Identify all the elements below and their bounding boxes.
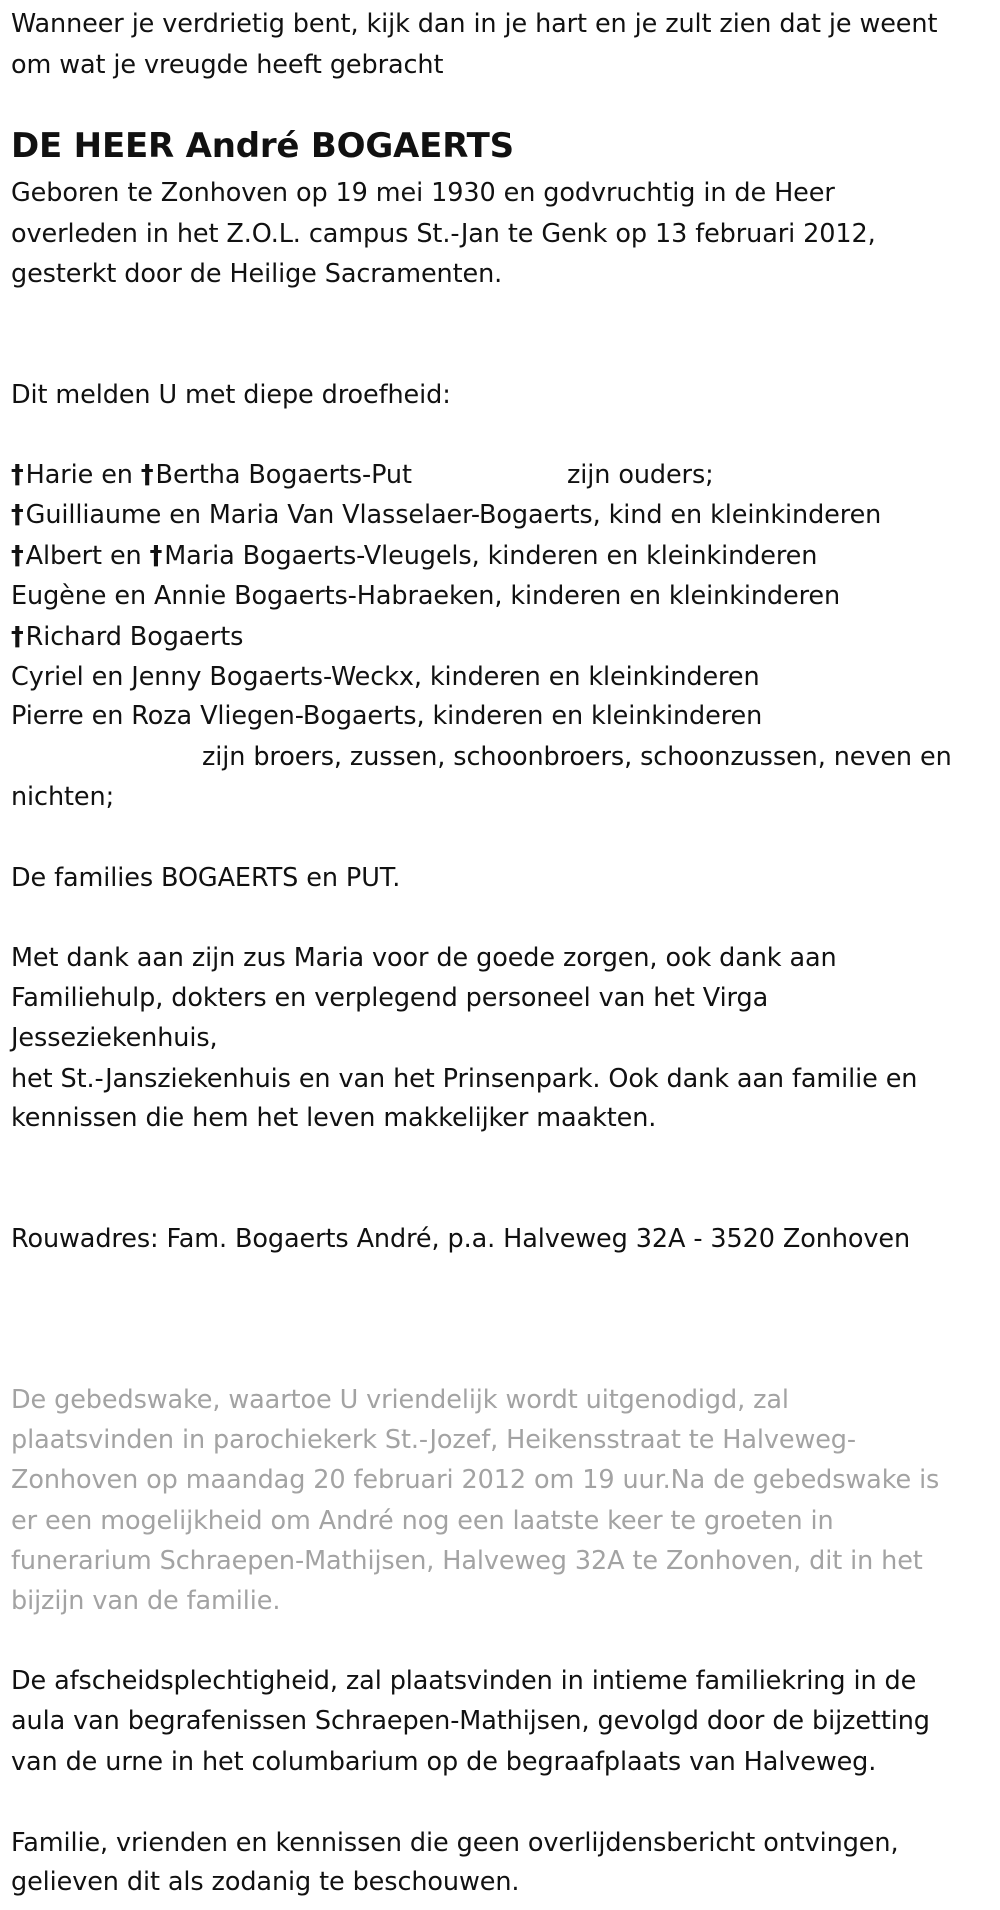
parent-name-1: Harie en bbox=[25, 460, 133, 490]
siblings-relation-line-1: zijn broers, zussen, schoonbroers, schoonzussen, neven en bbox=[202, 742, 952, 772]
sibling-line: †Guilliaume en Maria Van Vlasselaer-Bogaerts, kind en kleinkinderen bbox=[11, 500, 882, 530]
birth-details-line-1: Geboren te Zonhoven op 19 mei 1930 en godvruchtig in de Heer bbox=[11, 178, 835, 208]
cross-icon: † bbox=[11, 622, 24, 652]
quote-line-2: om wat je vreugde heeft gebracht bbox=[11, 50, 444, 80]
sibling-line: †Richard Bogaerts bbox=[11, 622, 244, 652]
cross-icon: † bbox=[140, 460, 154, 490]
mourning-address: Rouwadres: Fam. Bogaerts André, p.a. Halveweg 32A - 3520 Zonhoven bbox=[11, 1224, 911, 1254]
farewell-line-2: aula van begrafenissen Schraepen-Mathijsen, gevolgd door de bijzetting bbox=[11, 1706, 930, 1736]
parent-name-2: Bertha Bogaerts-Put bbox=[155, 460, 412, 490]
announcement-intro: Dit melden U met diepe droefheid: bbox=[11, 380, 451, 410]
vigil-line-5: funerarium Schraepen-Mathijsen, Halveweg 32A te Zonhoven, dit in het bbox=[11, 1546, 923, 1576]
sibling-line: Cyriel en Jenny Bogaerts-Weckx, kinderen en kleinkinderen bbox=[11, 662, 760, 692]
thanks-line-1: Met dank aan zijn zus Maria voor de goede zorgen, ook dank aan bbox=[11, 943, 837, 973]
quote-line-1: Wanneer je verdrietig bent, kijk dan in je hart en je zult zien dat je weent bbox=[11, 9, 938, 39]
closing-line-1: Familie, vrienden en kennissen die geen overlijdensbericht ontvingen, bbox=[11, 1828, 899, 1858]
closing-line-2: gelieven dit als zodanig te beschouwen. bbox=[11, 1867, 520, 1897]
parents-relation: zijn ouders; bbox=[567, 460, 714, 490]
cross-icon: † bbox=[11, 541, 24, 571]
thanks-line-2: Familiehulp, dokters en verplegend personeel van het Virga bbox=[11, 983, 769, 1013]
vigil-line-2: plaatsvinden in parochiekerk St.-Jozef, Heikensstraat te Halveweg- bbox=[11, 1425, 856, 1455]
deceased-title: DE HEER André BOGAERTS bbox=[11, 126, 514, 166]
birth-details-line-2: overleden in het Z.O.L. campus St.-Jan te Genk op 13 februari 2012, bbox=[11, 219, 876, 249]
farewell-line-1: De afscheidsplechtigheid, zal plaatsvinden in intieme familiekring in de bbox=[11, 1666, 917, 1696]
sibling-line: Pierre en Roza Vliegen-Bogaerts, kinderen en kleinkinderen bbox=[11, 701, 763, 731]
sibling-line: Eugène en Annie Bogaerts-Habraeken, kinderen en kleinkinderen bbox=[11, 581, 841, 611]
thanks-line-3: Jesseziekenhuis, bbox=[11, 1023, 218, 1053]
birth-details-line-3: gesterkt door de Heilige Sacramenten. bbox=[11, 259, 503, 289]
farewell-line-3: van de urne in het columbarium op de begraafplaats van Halveweg. bbox=[11, 1747, 877, 1777]
vigil-line-4: er een mogelijkheid om André nog een laatste keer te groeten in bbox=[11, 1506, 834, 1536]
vigil-line-6: bijzijn van de familie. bbox=[11, 1586, 281, 1616]
sibling-line: †Albert en †Maria Bogaerts-Vleugels, kinderen en kleinkinderen bbox=[11, 541, 818, 571]
vigil-line-1: De gebedswake, waartoe U vriendelijk wordt uitgenodigd, zal bbox=[11, 1385, 789, 1415]
cross-icon: † bbox=[11, 460, 24, 490]
vigil-line-3: Zonhoven op maandag 20 februari 2012 om 19 uur.Na de gebedswake is bbox=[11, 1465, 940, 1495]
siblings-relation-line-2: nichten; bbox=[11, 782, 115, 812]
cross-icon: † bbox=[11, 500, 24, 530]
cross-icon: † bbox=[149, 541, 163, 571]
parents-line bbox=[11, 455, 412, 495]
thanks-line-5: kennissen die hem het leven makkelijker maakten. bbox=[11, 1103, 657, 1133]
families-line: De families BOGAERTS en PUT. bbox=[11, 863, 401, 893]
thanks-line-4: het St.-Jansziekenhuis en van het Prinsenpark. Ook dank aan familie en bbox=[11, 1064, 918, 1094]
